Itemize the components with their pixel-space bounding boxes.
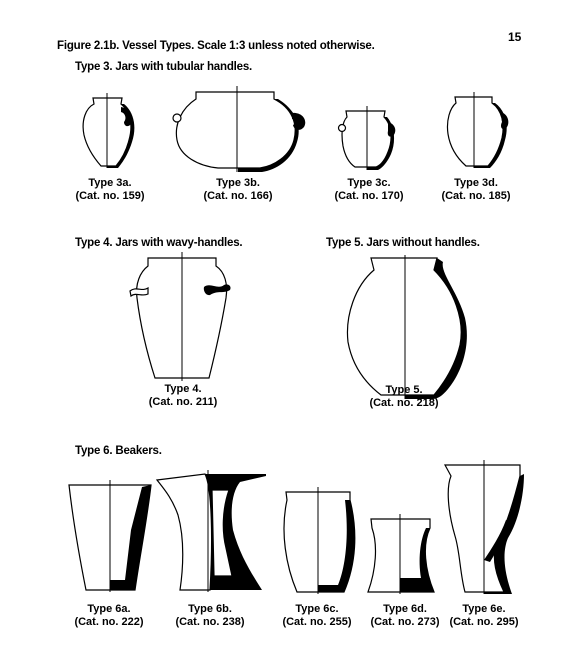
caption-type-6b [160,603,260,629]
catalog-number: (Cat. no. 211) [148,396,218,408]
vessel-type-label: Type 6e. [462,603,506,615]
vessel-type-label: Type 3d. [454,177,498,189]
vessel-type-label: Type 6a. [87,603,131,615]
section-heading-type6: Type 6. Beakers. [75,445,162,457]
catalog-number: (Cat. no. 295) [449,616,519,628]
vessel-drawing-type-6b [157,470,266,592]
caption-type-6a [59,603,159,629]
section-heading-type4: Type 4. Jars with wavy-handles. [75,237,243,249]
caption-type-5 [354,384,454,410]
vessel-type-label: Type 3b. [216,177,260,189]
vessel-type-label: Type 3c. [347,177,391,189]
catalog-number: (Cat. no. 166) [203,190,273,202]
vessel-drawing-type-6d [368,514,434,594]
caption-type-6c [267,603,367,629]
catalog-number: (Cat. no. 170) [334,190,404,202]
figure-title: Figure 2.1b. Vessel Types. Scale 1:3 unless noted otherwise. [57,40,375,52]
vessel-drawing-type-6e [445,460,524,594]
vessel-drawing-type-6c [284,487,355,594]
vessel-type-label: Type 5. [385,384,423,396]
catalog-number: (Cat. no. 159) [75,190,145,202]
vessel-type-label: Type 4. [164,383,202,395]
section-heading-type3: Type 3. Jars with tubular handles. [75,61,253,73]
vessel-drawing-type-3b [173,86,305,172]
page-number: 15 [508,30,522,44]
caption-type-4 [133,383,233,409]
section-heading-type5: Type 5. Jars without handles. [326,237,480,249]
vessel-drawing-type-6a [69,480,151,592]
catalog-number: (Cat. no. 238) [175,616,245,628]
vessel-drawing-type-3d [447,92,508,168]
vessel-drawing-type-5 [347,255,466,399]
catalog-number: (Cat. no. 255) [282,616,352,628]
caption-type-3b [188,177,288,203]
vessel-type-label: Type 6d. [383,603,427,615]
catalog-number: (Cat. no. 222) [74,616,144,628]
vessel-drawing-type-3c [339,106,396,170]
caption-type-3d [426,177,526,203]
vessel-type-label: Type 6c. [295,603,339,615]
vessel-type-label: Type 3a. [88,177,132,189]
catalog-number: (Cat. no. 218) [369,397,439,409]
vessel-type-label: Type 6b. [188,603,232,615]
catalog-number: (Cat. no. 185) [441,190,511,202]
caption-type-6e [434,603,534,629]
caption-type-3c [319,177,419,203]
vessel-drawing-type-3a [83,93,134,168]
catalog-number: (Cat. no. 273) [370,616,440,628]
vessel-drawing-type-4 [130,252,231,381]
caption-type-3a [60,177,160,203]
